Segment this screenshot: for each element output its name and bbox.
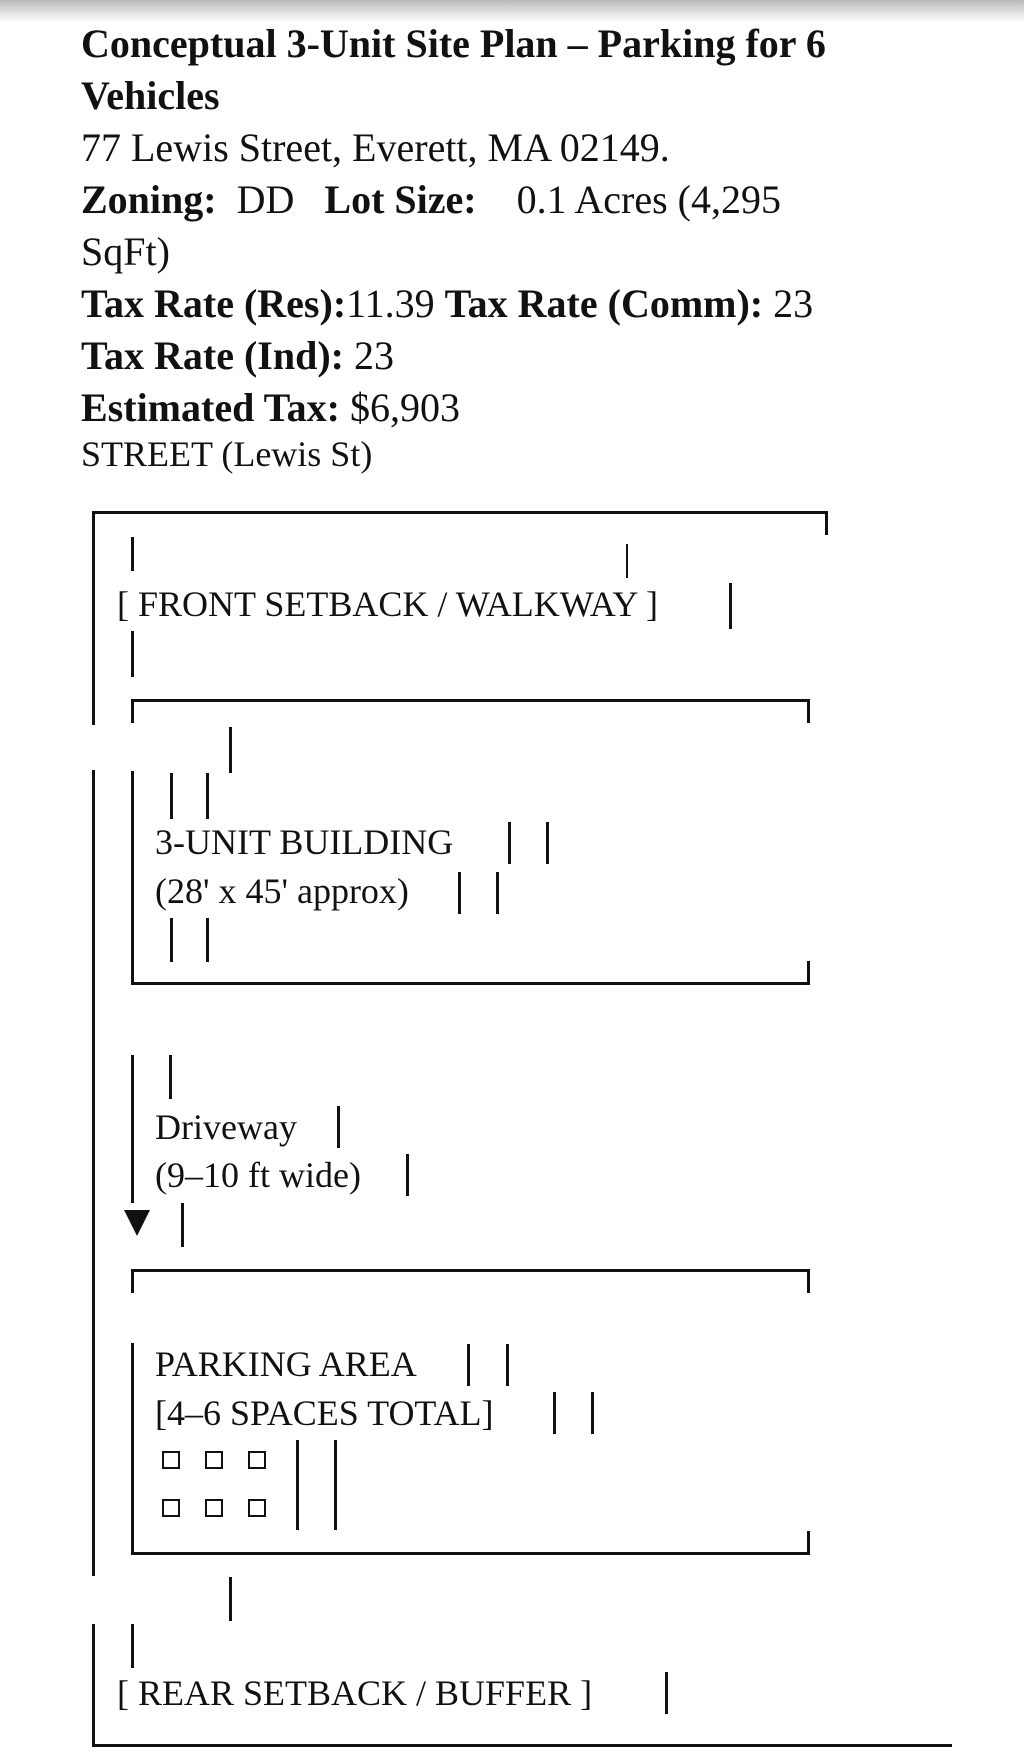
building-tick: [170, 773, 173, 819]
rear-setback-label: [ REAR SETBACK / BUFFER ]: [117, 1673, 593, 1713]
lot-boundary-bottom: [92, 1744, 952, 1747]
parking-space: [248, 1451, 266, 1469]
building-tick: [206, 773, 209, 819]
address: 77 Lewis Street, Everett, MA 02149.: [81, 125, 670, 170]
parking-tick: [334, 1440, 337, 1530]
building-tick: [229, 727, 232, 773]
page-title-continued: Vehicles: [81, 73, 220, 118]
building-tick: [496, 872, 499, 914]
lot-size-value: 0.1 Acres (4,295: [516, 177, 781, 222]
building-name-label: 3-UNIT BUILDING: [155, 822, 454, 862]
tax-rate-comm-value: 23: [773, 281, 814, 326]
rear-setback-tick: [665, 1672, 668, 1714]
building-footprint-top-right-tick: [807, 699, 810, 723]
parking-tick: [506, 1344, 509, 1386]
building-footprint-bottom-right-tick: [807, 961, 810, 985]
parking-area-bottom-right-tick: [807, 1531, 810, 1555]
driveway-tick: [169, 1055, 172, 1099]
parking-space: [205, 1499, 223, 1517]
parking-tick: [591, 1392, 594, 1434]
lot-boundary-left-upper: [92, 511, 95, 725]
estimated-tax-value: $6,903: [349, 385, 460, 430]
driveway-tick: [337, 1106, 340, 1148]
driveway-edge: [131, 1055, 134, 1203]
parking-area-name-label: PARKING AREA: [155, 1344, 417, 1384]
rear-setback-tick: [229, 1577, 232, 1621]
building-footprint-top: [131, 699, 810, 702]
driveway-tick: [181, 1203, 184, 1247]
parking-tick: [296, 1440, 299, 1530]
parking-space: [162, 1451, 180, 1469]
front-setback-label: [ FRONT SETBACK / WALKWAY ]: [117, 584, 659, 624]
building-footprint-top-left-tick: [131, 699, 134, 723]
parking-area-top-right-tick: [807, 1269, 810, 1293]
lot-boundary-top: [92, 511, 828, 514]
parking-area-bottom: [131, 1552, 810, 1555]
street-label: STREET (Lewis St): [81, 434, 373, 474]
lot-size-label: Lot Size:: [324, 177, 477, 222]
lot-boundary-top-right-tick: [825, 511, 828, 535]
building-tick: [170, 918, 173, 962]
parking-area-left: [131, 1343, 134, 1555]
front-setback-tick: [131, 631, 134, 677]
building-tick: [206, 918, 209, 962]
driveway-name-label: Driveway: [155, 1107, 297, 1147]
rear-setback-tick: [131, 1624, 134, 1668]
parking-spaces-label: [4–6 SPACES TOTAL]: [155, 1393, 494, 1433]
parking-space: [162, 1499, 180, 1517]
lot-boundary-left-lower: [92, 1624, 95, 1747]
parking-area-top-left-tick: [131, 1269, 134, 1293]
estimated-tax-label: Estimated Tax:: [81, 385, 340, 430]
driveway-tick: [406, 1154, 409, 1196]
building-footprint-left: [131, 771, 134, 985]
tax-rate-ind-value: 23: [354, 333, 394, 378]
parking-tick: [553, 1392, 556, 1434]
parking-area-top: [131, 1269, 810, 1272]
front-setback-tick: [131, 537, 134, 571]
zoning-value: DD: [236, 177, 295, 222]
driveway-direction-arrow-icon: [124, 1210, 150, 1236]
building-tick: [458, 872, 461, 914]
front-setback-tick: [729, 583, 732, 629]
building-tick: [508, 822, 511, 864]
lot-size-value-continued: SqFt): [81, 229, 170, 274]
parking-space: [248, 1499, 266, 1517]
tax-rate-comm-label: Tax Rate (Comm):: [444, 281, 764, 326]
building-footprint-bottom: [131, 982, 810, 985]
building-tick: [546, 822, 549, 864]
lot-boundary-left-middle: [92, 770, 95, 1576]
building-size-label: (28' x 45' approx): [155, 871, 409, 911]
zoning-label: Zoning:: [81, 177, 217, 222]
tax-rate-ind-label: Tax Rate (Ind):: [81, 333, 344, 378]
page-title: Conceptual 3-Unit Site Plan – Parking for 6: [81, 21, 826, 66]
tax-rate-res-value: 11.39: [346, 281, 435, 326]
parking-space: [205, 1451, 223, 1469]
tax-rate-res-label: Tax Rate (Res):: [81, 281, 347, 326]
front-setback-tick: [626, 544, 628, 578]
driveway-width-label: (9–10 ft wide): [155, 1155, 361, 1195]
parking-tick: [467, 1344, 470, 1386]
